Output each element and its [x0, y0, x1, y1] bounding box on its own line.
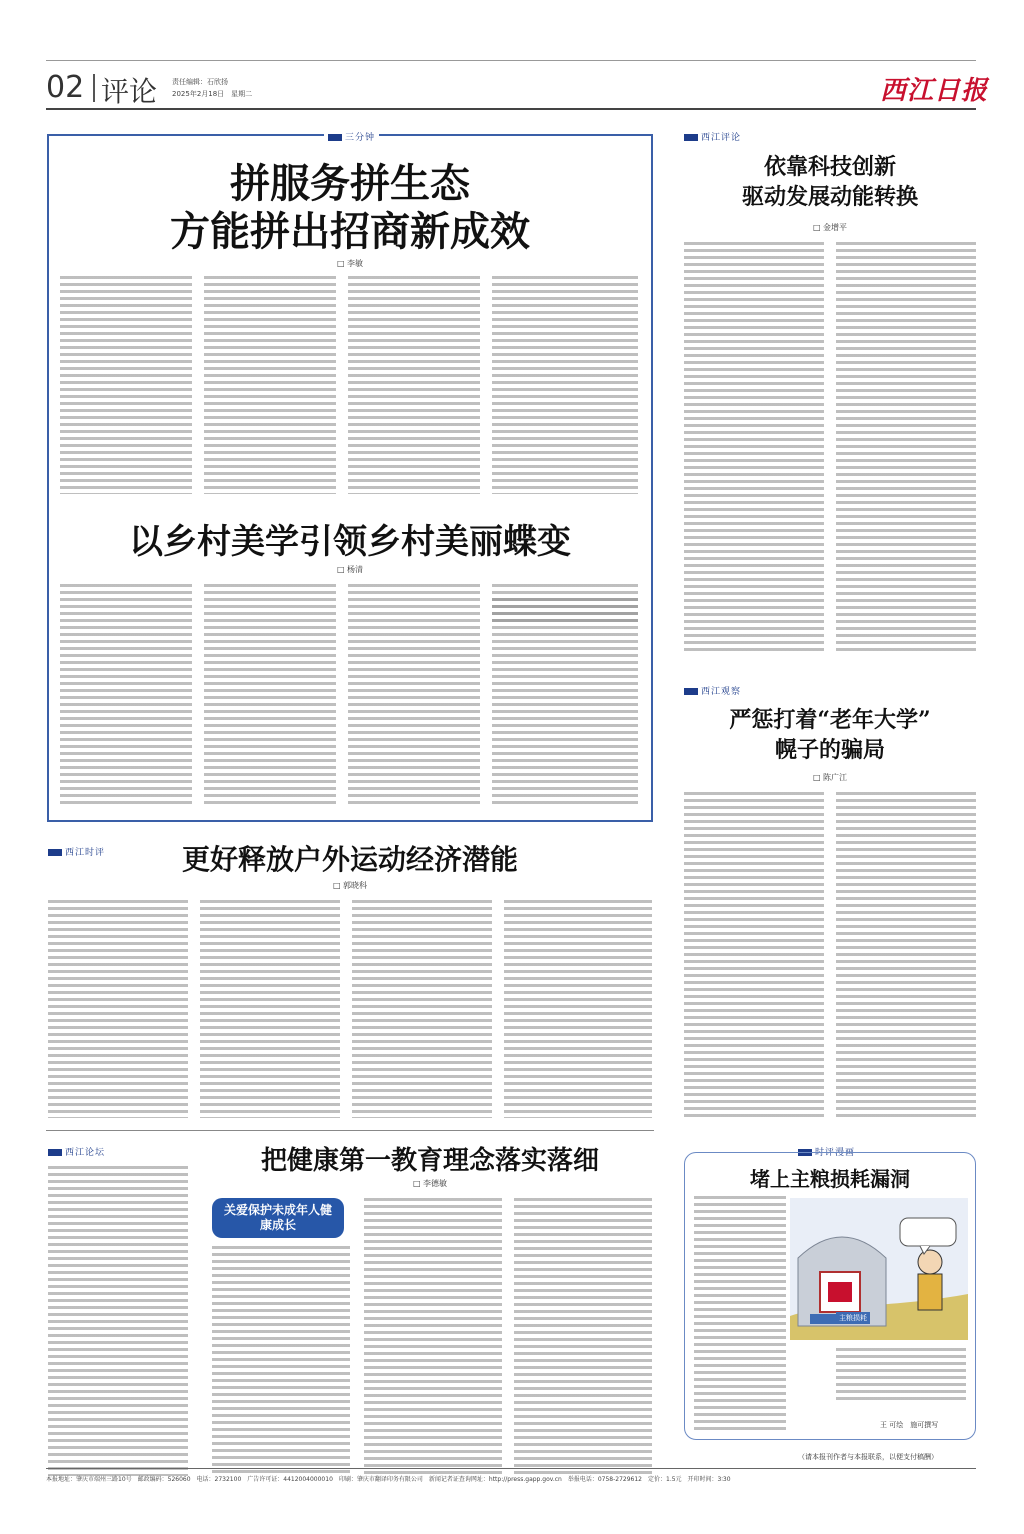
footer-info: 本报地址：肇庆市端州三路10号 邮政编码：526060 电话：2732100 广告许可证：4412004000010 印刷：肇庆市翻译印务有限公司 新闻记者证查询网址：http://press.gapp.gov.cn 举报电话：0758-2729612 定价：1.5元 开印时间：3∶30 — [46, 1476, 731, 1483]
footer-note: （请本报刊作者与本报联系，以便支付稿酬） — [798, 1453, 938, 1461]
article-5-text-col-2 — [200, 900, 340, 1118]
article-5-section-tag: 西江时评 — [48, 845, 105, 858]
date-line: 2025年2月18日 星期二 — [172, 90, 253, 98]
article-5-text-col-4 — [504, 900, 652, 1118]
article-5-byline: □ 郭晓科 — [332, 881, 368, 890]
article-3-section-tag: 西江评论 — [684, 130, 741, 143]
article-3-byline: □ 金增平 — [812, 223, 848, 232]
paper-logo: 西江日报 — [880, 76, 989, 106]
article-1-text-col-1 — [60, 276, 192, 494]
article-3-text-col-2 — [836, 242, 976, 654]
article-3-text-col-1 — [684, 242, 824, 654]
article-1-text-col-3 — [348, 276, 480, 494]
article-2-text-col-4b — [492, 598, 638, 806]
editor-line: 责任编辑：石欣扬 — [172, 78, 228, 86]
article-4-text-col-2 — [836, 792, 976, 1118]
article-7-text-col-2 — [836, 1348, 966, 1402]
footer-rule — [46, 1468, 976, 1469]
article-1-text-col-4 — [492, 276, 638, 494]
grain-silo-cartoon-icon — [790, 1198, 968, 1340]
tag-block-icon — [48, 1149, 62, 1156]
article-6-text-col-3 — [364, 1198, 502, 1476]
pull-quote-box: 关爱保护未成年人健康成长 — [212, 1198, 344, 1238]
tag-block-icon — [684, 134, 698, 141]
cartoon-credit: 王 可绘 施可撰写 — [880, 1421, 939, 1429]
article-5-text-col-3 — [352, 900, 492, 1118]
tag-block-icon — [328, 134, 342, 141]
article-6-section-tag: 西江论坛 — [48, 1145, 105, 1158]
article-4-headline-2: 幌子的骗局 — [774, 737, 885, 763]
article-6-byline: □ 李德敏 — [412, 1179, 448, 1188]
article-4-byline: □ 陈广江 — [812, 773, 848, 782]
article-7-text-col-1 — [694, 1196, 786, 1432]
article-6-text-col-4 — [514, 1198, 652, 1476]
article-2-byline: □ 杨清 — [336, 565, 364, 574]
article-5-headline: 更好释放户外运动经济潜能 — [181, 843, 518, 876]
tag-block-icon — [684, 688, 698, 695]
article-2-text-col-3 — [348, 584, 480, 806]
article-6-text-col-2 — [212, 1246, 350, 1476]
cartoon-sign: 主粮损耗 — [836, 1312, 870, 1324]
article-2-text-col-2 — [204, 584, 336, 806]
article-3-headline-1: 依靠科技创新 — [763, 154, 896, 180]
top-rule — [46, 60, 976, 61]
article-2-text-col-1 — [60, 584, 192, 806]
article-5-text-col-1 — [48, 900, 188, 1118]
page-number: 02 — [46, 70, 85, 105]
article-6-text-col-1 — [48, 1166, 188, 1476]
masthead-divider — [93, 74, 95, 102]
article-1-byline: □ 李敏 — [336, 259, 364, 268]
masthead-rule — [46, 108, 976, 110]
section-divider — [46, 1130, 654, 1131]
article-1-headline-2: 方能拼出招商新成效 — [170, 208, 530, 255]
article-1-text-col-2 — [204, 276, 336, 494]
article-7-headline: 堵上主粮损耗漏洞 — [750, 1167, 910, 1191]
article-1-section-tag: 三分钟 — [324, 130, 379, 143]
article-2-headline: 以乡村美学引领乡村美丽蝶变 — [129, 522, 571, 562]
article-6-headline: 把健康第一教育理念落实落细 — [260, 1146, 599, 1176]
article-7-section-tag: 时评漫画 — [798, 1145, 855, 1158]
section-title: 评论 — [101, 75, 158, 108]
article-4-text-col-1 — [684, 792, 824, 1118]
article-3-headline-2: 驱动发展动能转换 — [741, 184, 918, 210]
article-4-section-tag: 西江观察 — [684, 684, 741, 697]
article-1-headline-1: 拼服务拼生态 — [230, 160, 470, 207]
article-4-headline-1: 严惩打着“老年大学” — [729, 707, 931, 733]
cartoon-illustration — [790, 1198, 968, 1340]
